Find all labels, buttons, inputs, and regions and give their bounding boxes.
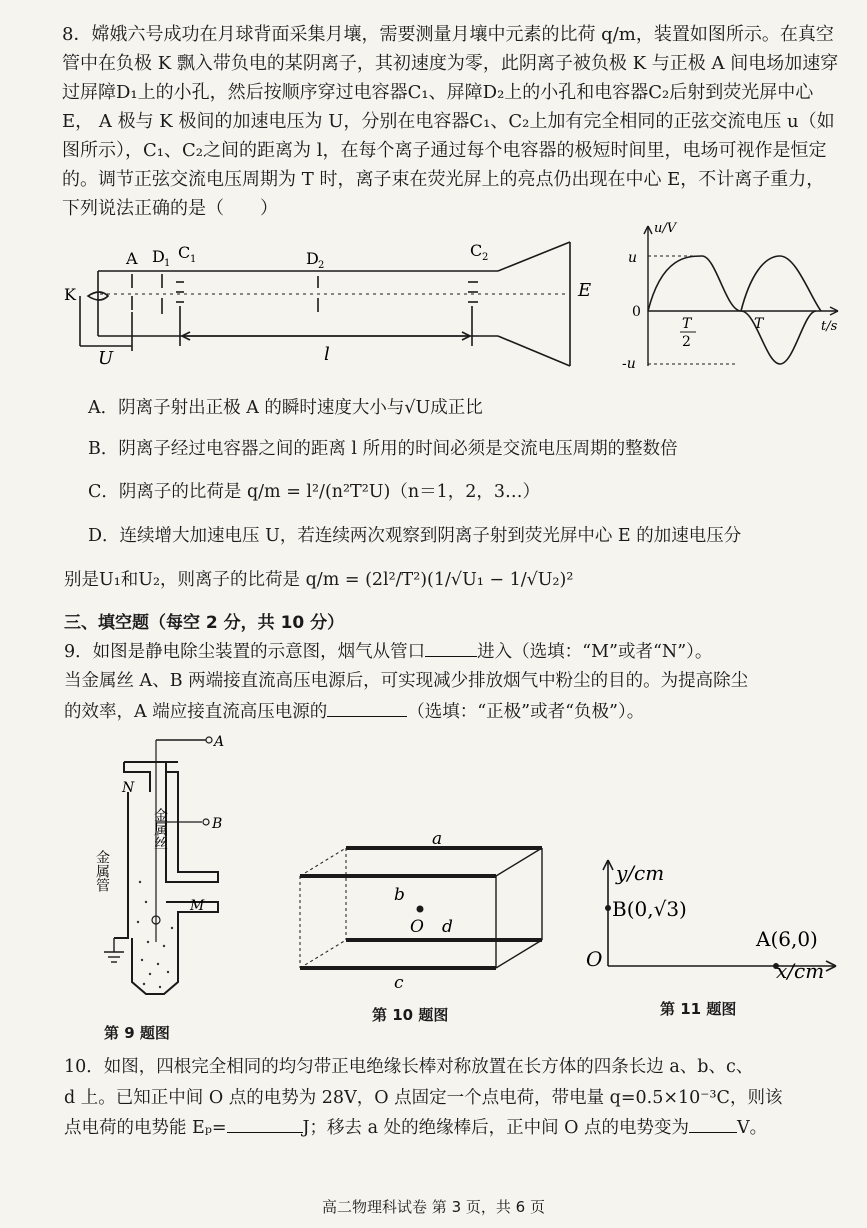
- q9-line3: [64, 698, 644, 723]
- label-C1-sub: 1: [190, 254, 197, 265]
- q9-caption: 第 9 题图: [104, 1024, 170, 1042]
- wave-half-T-num: T: [682, 316, 692, 332]
- q10-line1: 10．如图，四根完全相同的均匀带正电绝缘长棒对称放置在长方体的四条长边 a、b、c、: [64, 1057, 754, 1077]
- q9-line3-text-a: 的效率，A 端应接直流高压电源的: [64, 702, 328, 722]
- label-l: l: [324, 344, 330, 365]
- q9-label-M: M: [190, 898, 205, 914]
- q9-figure: [94, 732, 268, 1012]
- q10-line2: d 上。已知正中间 O 点的电势为 28V，O 点固定一个点电荷，带电量 q=0.5×10⁻³C，则该: [64, 1088, 783, 1108]
- q9-line2: 当金属丝 A、B 两端接直流高压电源后，可实现减少排放烟气中粉尘的目的。为提高除尘: [64, 671, 749, 691]
- q9-label-B: B: [212, 816, 223, 832]
- q10-caption: 第 10 题图: [372, 1006, 449, 1024]
- q8-option-b: B．阴离子经过电容器之间的距离 l 所用的时间必须是交流电压周期的整数倍: [88, 439, 678, 459]
- q8-tube-figure: [60, 236, 605, 376]
- q9-line1-text-a: 9．如图是静电除尘装置的示意图，烟气从管口: [64, 642, 426, 662]
- label-C1: C: [178, 243, 191, 262]
- page-footer: 高二物理科试卷 第 3 页，共 6 页: [322, 1198, 545, 1216]
- q9-blank-2[interactable]: [327, 700, 407, 717]
- q8-option-d-line1: D．连续增大加速电压 U，若连续两次观察到阴离子射到荧光屏中心 E 的加速电压分: [88, 526, 742, 546]
- label-U: U: [98, 348, 114, 369]
- q11-caption: 第 11 题图: [660, 1000, 737, 1018]
- q11-point-A: A(6,0): [756, 927, 818, 951]
- q8-stem: 8．嫦娥六号成功在月球背面采集月壤，需要测量月壤中元素的比荷 q/m，装置如图所示。在真空管中在负极 K 飘入带负电的某阴离子，其初速度为零，此阴离子被负极 K 与正极 A 间电场加速穿过屏障D₁上的小孔，然后按顺序穿过电容器C₁、屏障D₂上的小孔和电容器C₂后射到荧光屏中心 E， A 极与 K 极间的加速电压为 U，分别在电容器C₁、C₂上加有完全相同的正弦交流电压 u（如图所示），C₁、C₂之间的距离为 l，在每个离子通过每个电容器的极短时间里，电场可视作是恒定的。调节正弦交流电压周期为 T 时，离子束在荧光屏上的亮点仍出现在中心 E，不计离子重力，下列说法正确的是（ ）: [62, 24, 839, 219]
- label-C2-sub: 2: [482, 252, 489, 263]
- label-K: K: [64, 285, 76, 304]
- q11-ylabel: y/cm: [616, 861, 665, 885]
- q9-label-N: N: [122, 780, 135, 796]
- q9-label-A: A: [214, 734, 225, 750]
- q8-wave-figure: [616, 216, 846, 386]
- q10-label-a: a: [432, 829, 443, 849]
- q8-option-d-line2: 别是U₁和U₂，则离子的比荷是 q/m = (2l²/T²)(1/√U₁ − 1/√U₂)²: [64, 570, 574, 590]
- q10-figure: [296, 822, 554, 994]
- q9-label-wire: 金属丝: [152, 808, 168, 850]
- q10-blank-2[interactable]: [689, 1116, 737, 1133]
- wave-ylabel: u/V: [654, 221, 677, 236]
- q10-label-c: c: [394, 973, 404, 993]
- wave-zero: 0: [632, 304, 641, 320]
- wave-neg-u: -u: [622, 356, 636, 372]
- q10-line3-text-b: J；移去 a 处的绝缘棒后，正中间 O 点的电势变为: [302, 1118, 690, 1138]
- q9-line1-text-b: 进入（选填：“M”或者“N”）。: [477, 642, 713, 662]
- wave-xlabel: t/s: [821, 319, 838, 334]
- q10-label-b: b: [394, 885, 405, 905]
- label-D1: D: [152, 247, 165, 266]
- q9-line3-text-b: （选填：“正极”或者“负极”）。: [407, 702, 645, 722]
- q8-option-a: A．阴离子射出正极 A 的瞬时速度大小与√U成正比: [88, 398, 483, 418]
- section3-title: 三、填空题（每空 2 分，共 10 分）: [64, 613, 345, 633]
- q10-label-d: d: [442, 917, 453, 937]
- q9-blank-1[interactable]: [425, 640, 477, 657]
- q9-line1: [64, 638, 712, 663]
- label-D2: D: [306, 249, 319, 268]
- label-C2: C: [470, 241, 483, 260]
- label-D1-sub: 1: [164, 258, 171, 269]
- q11-xlabel: x/cm: [776, 959, 825, 983]
- q9-label-pipe: 金属管: [94, 850, 110, 892]
- q10-line3: [64, 1114, 767, 1139]
- q10-line3-text-c: V。: [737, 1118, 768, 1138]
- label-D2-sub: 2: [318, 260, 325, 271]
- q11-origin: O: [586, 947, 603, 971]
- q10-line3-text-a: 点电荷的电势能 Eₚ=: [64, 1118, 227, 1138]
- q11-point-B: B(0,√3): [612, 897, 687, 921]
- q10-blank-1[interactable]: [227, 1116, 303, 1133]
- label-A: A: [126, 249, 138, 268]
- label-E: E: [578, 280, 592, 301]
- wave-T: T: [754, 316, 764, 332]
- wave-u: u: [628, 250, 638, 266]
- q10-label-O: O: [410, 917, 424, 937]
- q11-figure: [582, 850, 848, 983]
- wave-half-T-den: 2: [682, 334, 691, 350]
- q8-option-c: C．阴离子的比荷是 q/m = l²/(n²T²U)（n＝1，2，3…）: [88, 482, 540, 502]
